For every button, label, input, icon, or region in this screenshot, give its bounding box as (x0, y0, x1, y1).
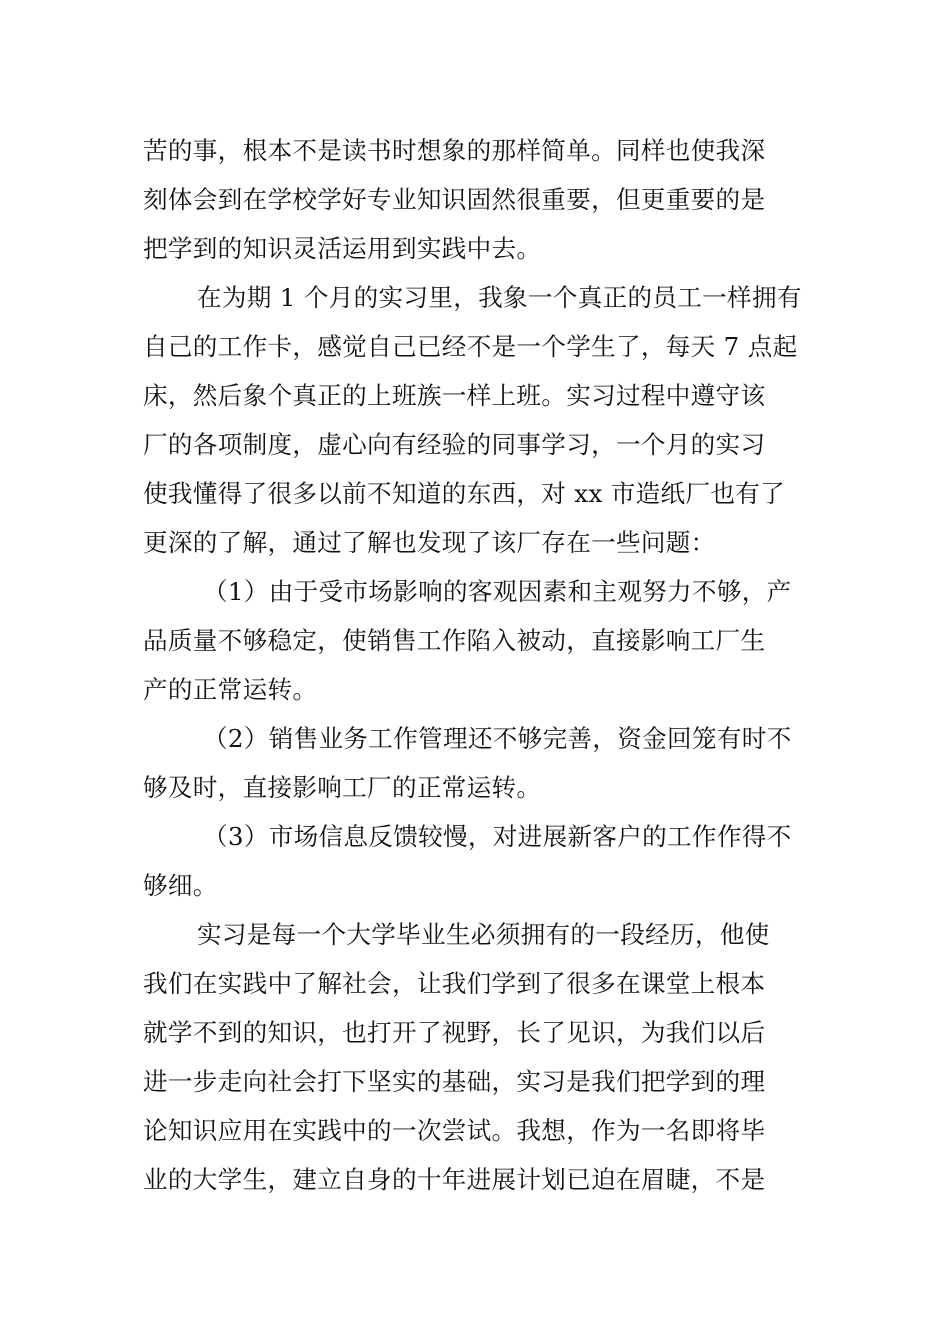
text-line: 论知识应用在实践中的一次尝试。我想，作为一名即将毕 (143, 1116, 766, 1145)
text-line: 业的大学生，建立自身的十年进展计划已迫在眉睫，不是 (143, 1165, 766, 1194)
paragraph-first-line: 实习是每一个大学毕业生必须拥有的一段经历，他使 (197, 920, 770, 949)
text-line: 更深的了解，通过了解也发现了该厂存在一些问题： (143, 528, 716, 557)
text-line: 我们在实践中了解社会，让我们学到了很多在课堂上根本 (143, 969, 766, 998)
text-line: 进一步走向社会打下坚实的基础，实习是我们把学到的理 (143, 1067, 766, 1096)
text-line: 刻体会到在学校学好专业知识固然很重要，但更重要的是 (143, 185, 766, 214)
list-item-first-line: （3）市场信息反馈较慢，对进展新客户的工作作得不 (203, 822, 792, 851)
text-line: 就学不到的知识，也打开了视野，长了见识，为我们以后 (143, 1018, 766, 1047)
text-line: 苦的事，根本不是读书时想象的那样简单。同样也使我深 (143, 136, 766, 165)
text-line: 自己的工作卡，感觉自己已经不是一个学生了，每天 7 点起 (143, 332, 798, 361)
list-item-first-line: （2）销售业务工作管理还不够完善，资金回笼有时不 (203, 724, 792, 753)
text-line: 品质量不够稳定，使销售工作陷入被动，直接影响工厂生 (143, 626, 766, 655)
text-line: 床，然后象个真正的上班族一样上班。实习过程中遵守该 (143, 381, 766, 410)
body-text (143, 126, 813, 1204)
text-line: 够及时，直接影响工厂的正常运转。 (143, 773, 542, 802)
text-line: 产的正常运转。 (143, 675, 318, 704)
paragraph-first-line: 在为期 1 个月的实习里，我象一个真正的员工一样拥有 (197, 283, 802, 312)
text-line: 够细。 (143, 871, 218, 900)
text-line: 厂的各项制度，虚心向有经验的同事学习，一个月的实习 (143, 430, 766, 459)
text-line: 把学到的知识灵活运用到实践中去。 (143, 234, 542, 263)
list-item-first-line: （1）由于受市场影响的客观因素和主观努力不够，产 (203, 577, 792, 606)
text-line: 使我懂得了很多以前不知道的东西，对 xx 市造纸厂也有了 (143, 479, 786, 508)
